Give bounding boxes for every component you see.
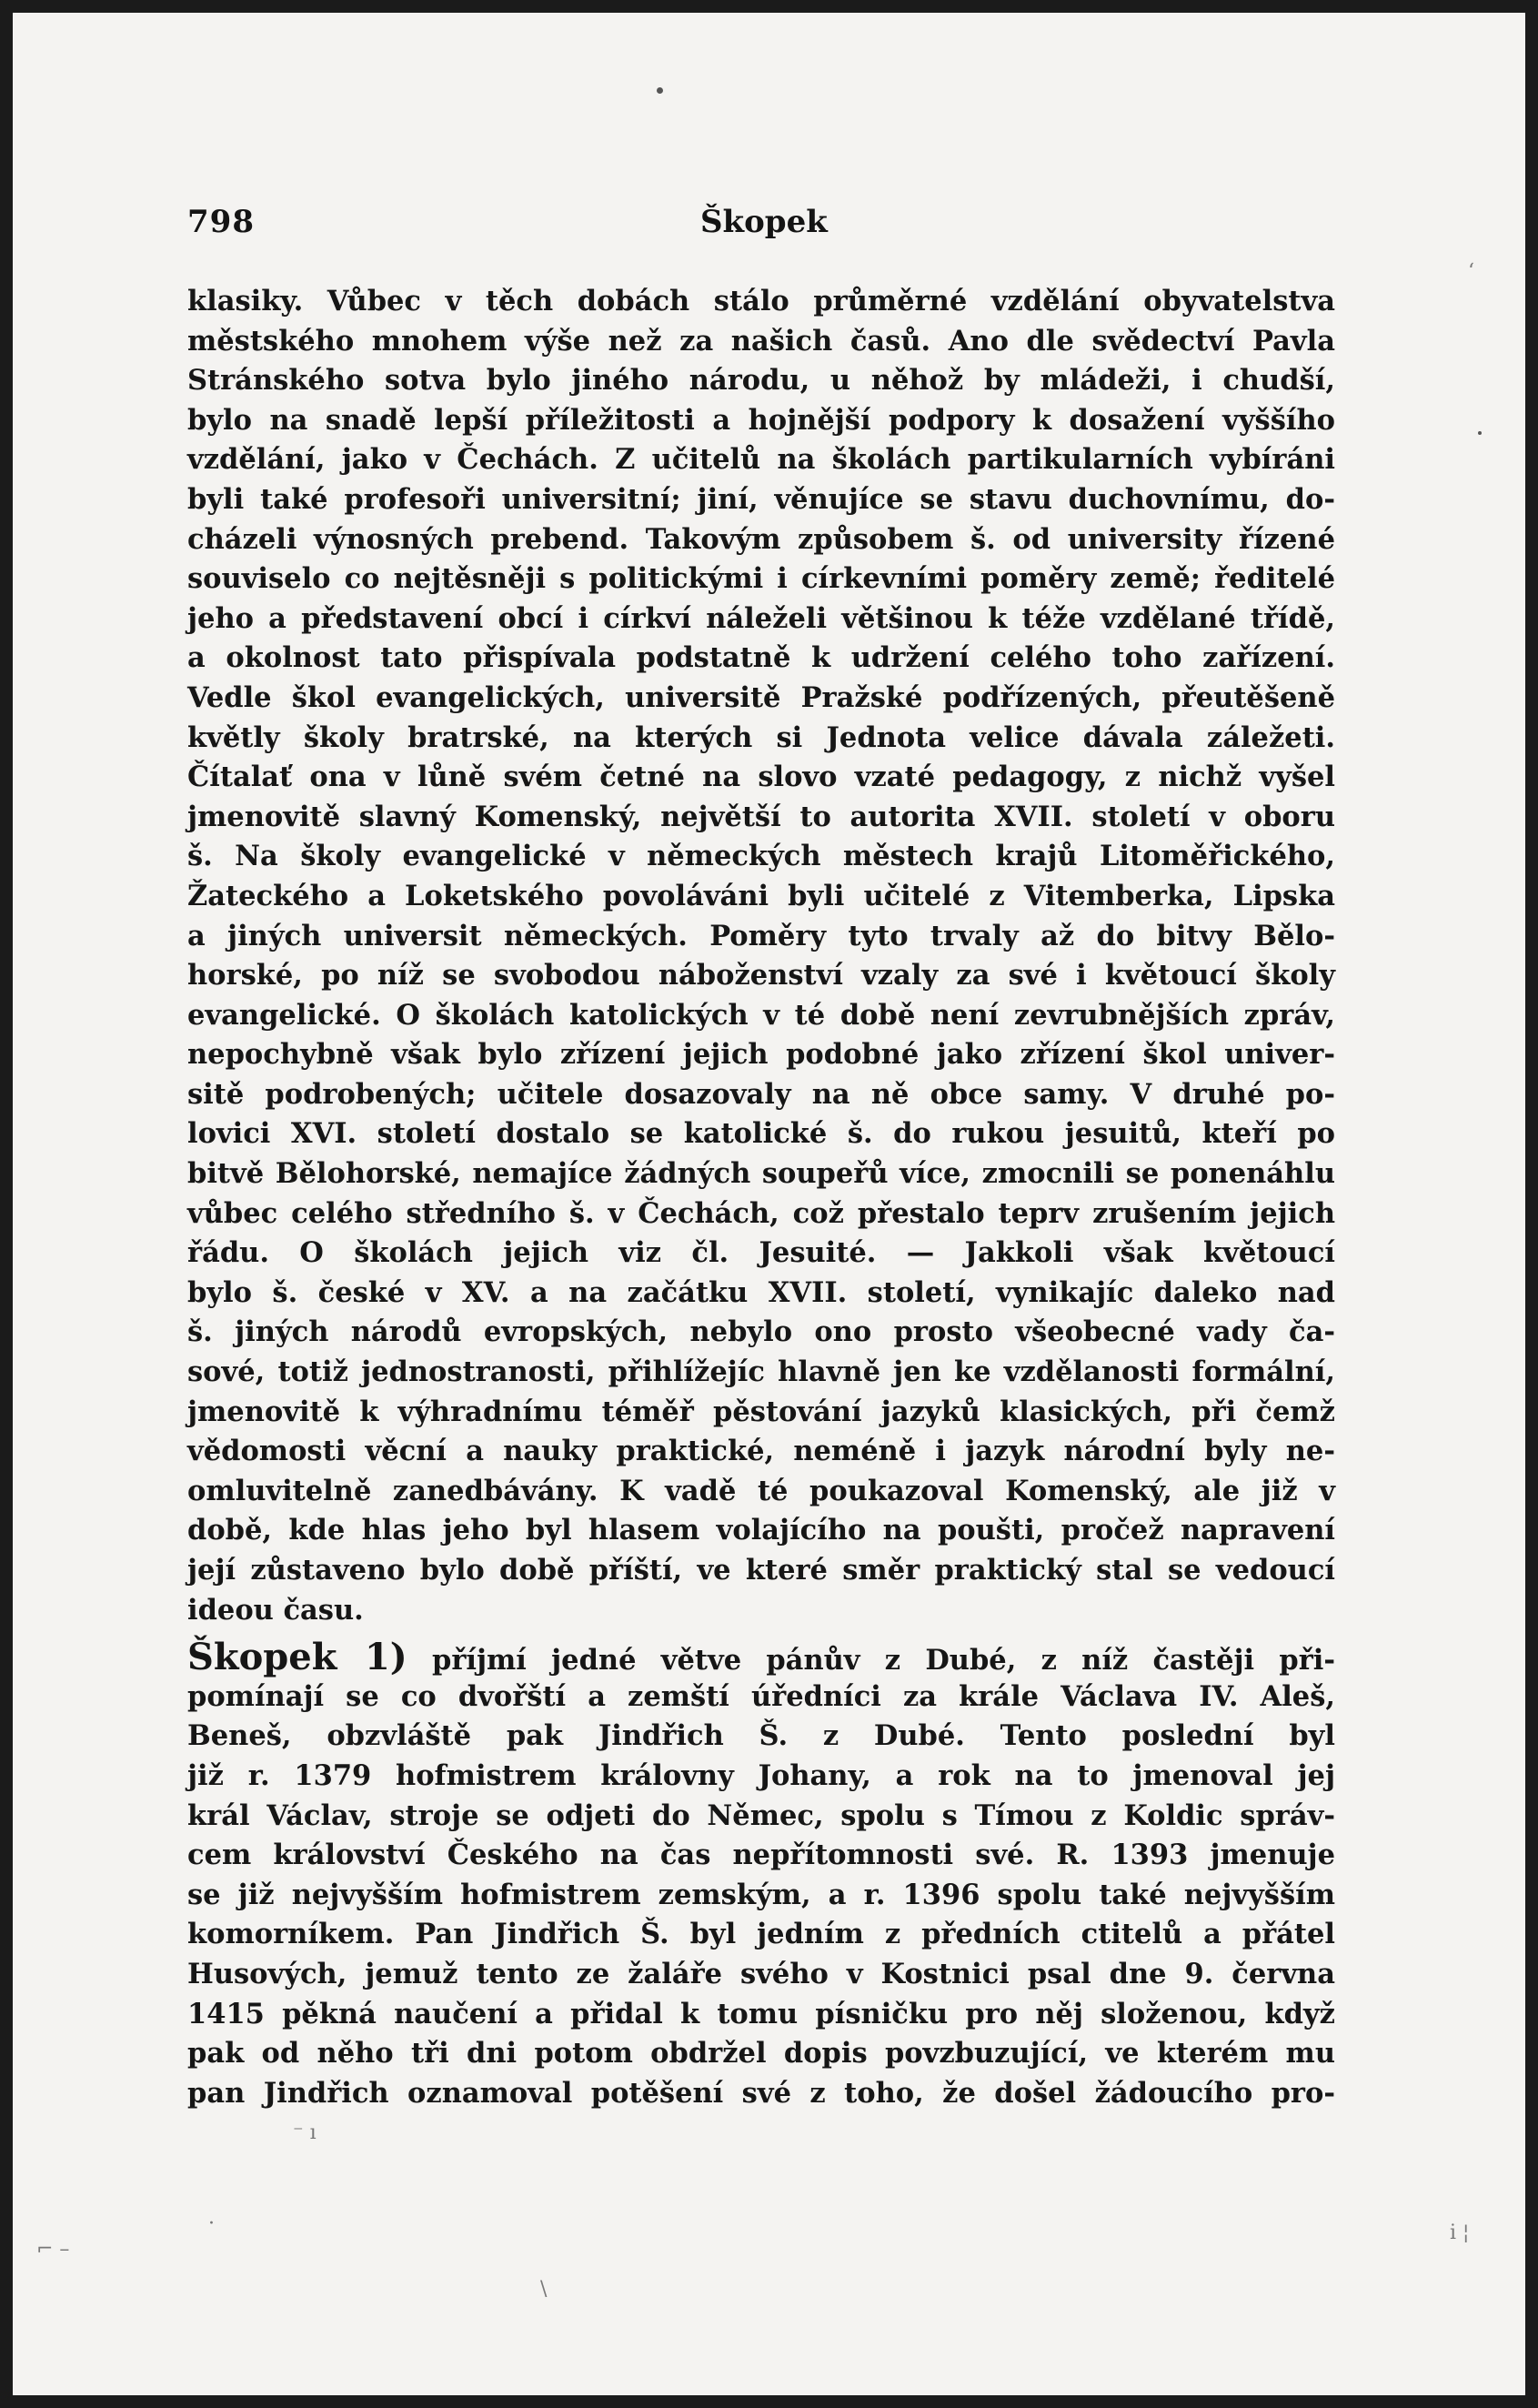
- text-line: vzdělání, jako v Čechách. Z učitelů na školách partikularních vybíráni: [187, 443, 1335, 477]
- text-line: Beneš, obzvláště pak Jindřich Š. z Dubé. Tento poslední byl: [187, 1719, 1335, 1753]
- text-line: jmenovitě k výhradnímu téměř pěstování jazyků klasických, při čemž: [187, 1395, 1335, 1428]
- text-line: pan Jindřich oznamoval potěšení své z toho, že došel žádoucího pro-: [187, 2076, 1335, 2110]
- text-line: š. Na školy evangelické v německých městech krajů Litoměřického,: [187, 840, 1335, 873]
- entry-first-line: [187, 1637, 1335, 1678]
- text-line: době, kde hlas jeho byl hlasem volajícího na poušti, pročež napravení: [187, 1514, 1335, 1547]
- body-text: [187, 282, 1335, 2113]
- text-line: již r. 1379 hofmistrem královny Johany, a rok na to jmenoval jej: [187, 1758, 1335, 1792]
- scan-mark: ·: [208, 2212, 215, 2235]
- scan-mark: ⌐ –: [36, 2238, 70, 2261]
- text-line: Husových, jemuž tento ze žaláře svého v Kostnici psal dne 9. června: [187, 1957, 1335, 1990]
- text-line: jmenovitě slavný Komenský, největší to autorita XVII. století v oboru: [187, 800, 1335, 833]
- text-line: omluvitelně zanedbávány. K vadě té poukazoval Komenský, ale již v: [187, 1474, 1335, 1507]
- text-line: pak od něho tři dni potom obdržel dopis povzbuzující, ve kterém mu: [187, 2037, 1335, 2070]
- scan-mark: ʻ: [1468, 260, 1474, 283]
- text-line: její zůstaveno bylo době příští, ve které směr praktický stal se vedoucí: [187, 1554, 1335, 1587]
- paragraph-skopek-entry: [187, 1637, 1335, 2113]
- text-line: Vedle škol evangelických, universitě Pražské podřízených, přeutěšeně: [187, 680, 1335, 714]
- text-line: a jiných universit německých. Poměry tyto trvaly až do bitvy Bělo-: [187, 919, 1335, 952]
- scan-mark: \: [540, 2278, 548, 2301]
- text-line: klasiky. Vůbec v těch dobách stálo průměrné vzdělání obyvatelstva: [187, 285, 1335, 317]
- text-line: vědomosti věcní a nauky praktické, neméně i jazyk národní byly ne-: [187, 1435, 1335, 1468]
- text-line: se již nejvyšším hofmistrem zemským, a r. 1396 spolu také nejvyšším: [187, 1878, 1335, 1911]
- text-line: ideou času.: [187, 1593, 364, 1627]
- running-head: Škopek: [700, 204, 828, 240]
- text-line: byli také profesoři universitní; jiní, věnujíce se stavu duchovnímu, do-: [187, 482, 1335, 516]
- scan-mark: ⁻ ı: [293, 2121, 317, 2144]
- page-number: 798: [187, 204, 255, 240]
- entry-headword: Škopek 1): [187, 1636, 407, 1679]
- text-line: bylo š. české v XV. a na začátku XVII. století, vynikajíc daleko nad: [187, 1275, 1335, 1309]
- text-line: bitvě Bělohorské, nemajíce žádných soupeřů více, zmocnili se ponenáhlu: [187, 1157, 1335, 1191]
- text-line: pomínají se co dvořští a zemští úředníci za krále Václava IV. Aleš,: [187, 1679, 1335, 1713]
- text-line: Stránského sotva bylo jiného národu, u něhož by mládeži, i chudší,: [187, 364, 1335, 398]
- book-page: [13, 13, 1525, 2395]
- text-line: evangelické. O školách katolických v té době není zevrubnějších zpráv,: [187, 998, 1335, 1032]
- text-line: souviselo co nejtěsněji s politickými i církevními poměry země; ředitelé: [187, 562, 1335, 596]
- text-line: jeho a představení obcí i církví náleželi většinou k téže vzdělané třídě,: [187, 601, 1335, 635]
- text-line: nepochybně však bylo zřízení jejich podobné jako zřízení škol univer-: [187, 1038, 1335, 1072]
- text-line: 1415 pěkná naučení a přidal k tomu písničku pro něj složenou, když: [187, 1997, 1335, 2030]
- text-line: horské, po níž se svobodou náboženství vzaly za své i květoucí školy: [187, 959, 1335, 992]
- text-line: Žateckého a Loketského povoláváni byli učitelé z Vitemberka, Lipska: [187, 879, 1335, 912]
- text-line: cházeli výnosných prebend. Takovým způsobem š. od university řízené: [187, 522, 1335, 556]
- page-header: [13, 195, 1525, 249]
- text-line: a okolnost tato přispívala podstatně k udržení celého toho zařízení.: [187, 641, 1335, 675]
- scan-speck: [1478, 431, 1482, 435]
- text-line: Čítalať ona v lůně svém četné na slovo vzaté pedagogy, z nichž vyšel: [187, 761, 1335, 794]
- scan-speck: [657, 87, 663, 94]
- text-line: sitě podrobených; učitele dosazovaly na ně obce samy. V druhé po-: [187, 1077, 1335, 1111]
- text-line: král Václav, stroje se odjeti do Němec, spolu s Tímou z Koldic správ-: [187, 1798, 1335, 1832]
- text-line: komorníkem. Pan Jindřich Š. byl jedním z předních ctitelů a přátel: [187, 1918, 1335, 1951]
- text-line: vůbec celého středního š. v Čechách, což přestalo teprv zrušením jejich: [187, 1196, 1335, 1230]
- entry-first-line-text: příjmí jedné větve pánův z Dubé, z níž častěji při-: [432, 1644, 1336, 1678]
- paragraph-school-history: [187, 282, 1335, 1630]
- text-line: cem království Českého na čas nepřítomnosti své. R. 1393 jmenuje: [187, 1839, 1335, 1872]
- text-line: lovici XVI. století dostalo se katolické š. do rukou jesuitů, kteří po: [187, 1117, 1335, 1151]
- text-line: sové, totiž jednostranosti, přihlížejíc hlavně jen ke vzdělanosti formální,: [187, 1355, 1335, 1389]
- text-line: bylo na snadě lepší příležitosti a hojnější podpory k dosažení vyššího: [187, 403, 1335, 437]
- text-line: řádu. O školách jejich viz čl. Jesuité. — Jakkoli však květoucí: [187, 1236, 1335, 1270]
- text-line: š. jiných národů evropských, nebylo ono prosto všeobecné vady ča-: [187, 1315, 1335, 1349]
- scan-mark: i ¦: [1450, 2222, 1470, 2244]
- text-line: městského mnohem výše než za našich časů. Ano dle svědectví Pavla: [187, 324, 1335, 358]
- text-line: květly školy bratrské, na kterých si Jednota velice dávala záležeti.: [187, 720, 1335, 754]
